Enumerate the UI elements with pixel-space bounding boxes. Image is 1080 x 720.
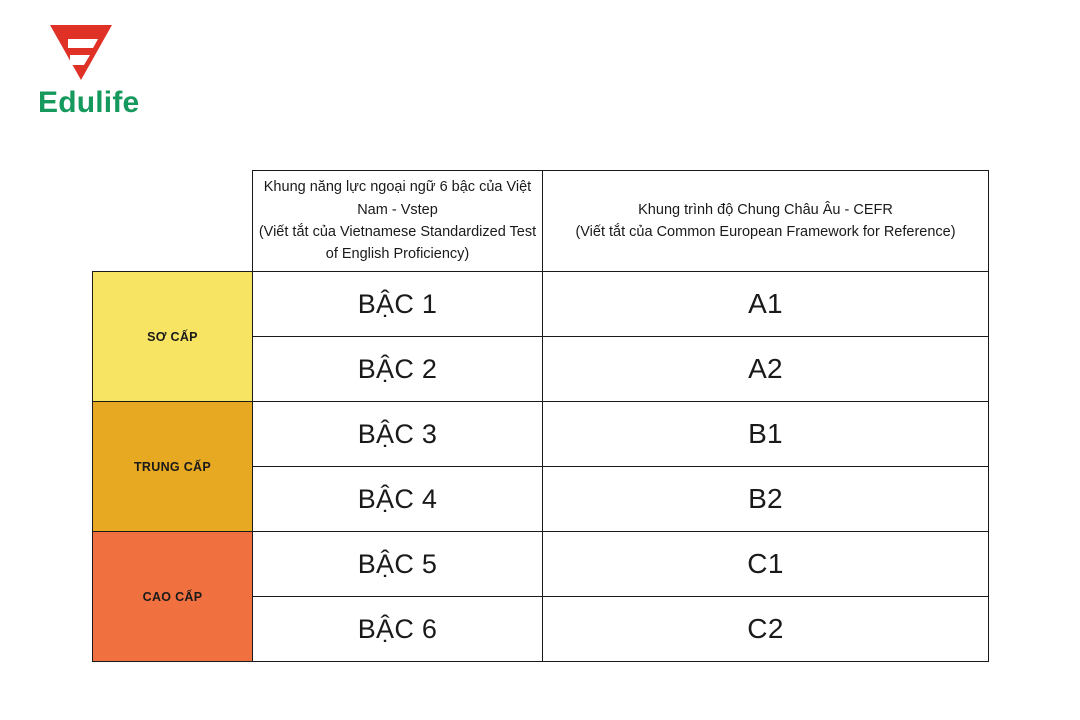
header-vstep-line2: (Viết tắt của Vietnamese Standardized Test of English Proficiency) — [258, 224, 537, 263]
vstep-value-1-1: BẬC 4 — [253, 467, 543, 532]
cefr-value-2-1: C2 — [543, 597, 989, 662]
cefr-value-2-0: C1 — [543, 532, 989, 597]
level-cell-0: SƠ CẤP — [93, 272, 253, 402]
table-row — [93, 532, 989, 597]
level-cell-2: CAO CẤP — [93, 532, 253, 662]
cefr-value-1-1: B2 — [543, 467, 989, 532]
brand-name: Edulife — [38, 86, 140, 119]
header-vstep — [253, 171, 543, 272]
header-blank-cell — [93, 171, 253, 272]
brand-logo — [22, 22, 252, 118]
table-row — [93, 272, 989, 337]
header-cefr-line1: Khung trình độ Chung Châu Âu - CEFR — [638, 201, 893, 218]
vstep-value-1-0: BẬC 3 — [253, 402, 543, 467]
header-cefr-line2: (Viết tắt của Common European Framework for Reference) — [575, 224, 956, 240]
table-header-row — [93, 171, 989, 272]
level-cell-1: TRUNG CẤP — [93, 402, 253, 532]
vstep-value-2-0: BẬC 5 — [253, 532, 543, 597]
edulife-triangle-logo-icon — [46, 22, 116, 84]
table-row — [93, 402, 989, 467]
cefr-vstep-comparison-table — [92, 170, 988, 662]
cefr-value-0-1: A2 — [543, 337, 989, 402]
header-cefr — [543, 171, 989, 272]
cefr-value-1-0: B1 — [543, 402, 989, 467]
cefr-value-0-0: A1 — [543, 272, 989, 337]
vstep-value-2-1: BẬC 6 — [253, 597, 543, 662]
vstep-value-0-1: BẬC 2 — [253, 337, 543, 402]
vstep-value-0-0: BẬC 1 — [253, 272, 543, 337]
header-vstep-line1: Khung năng lực ngoại ngữ 6 bậc của Việt Nam - Vstep — [263, 179, 532, 218]
